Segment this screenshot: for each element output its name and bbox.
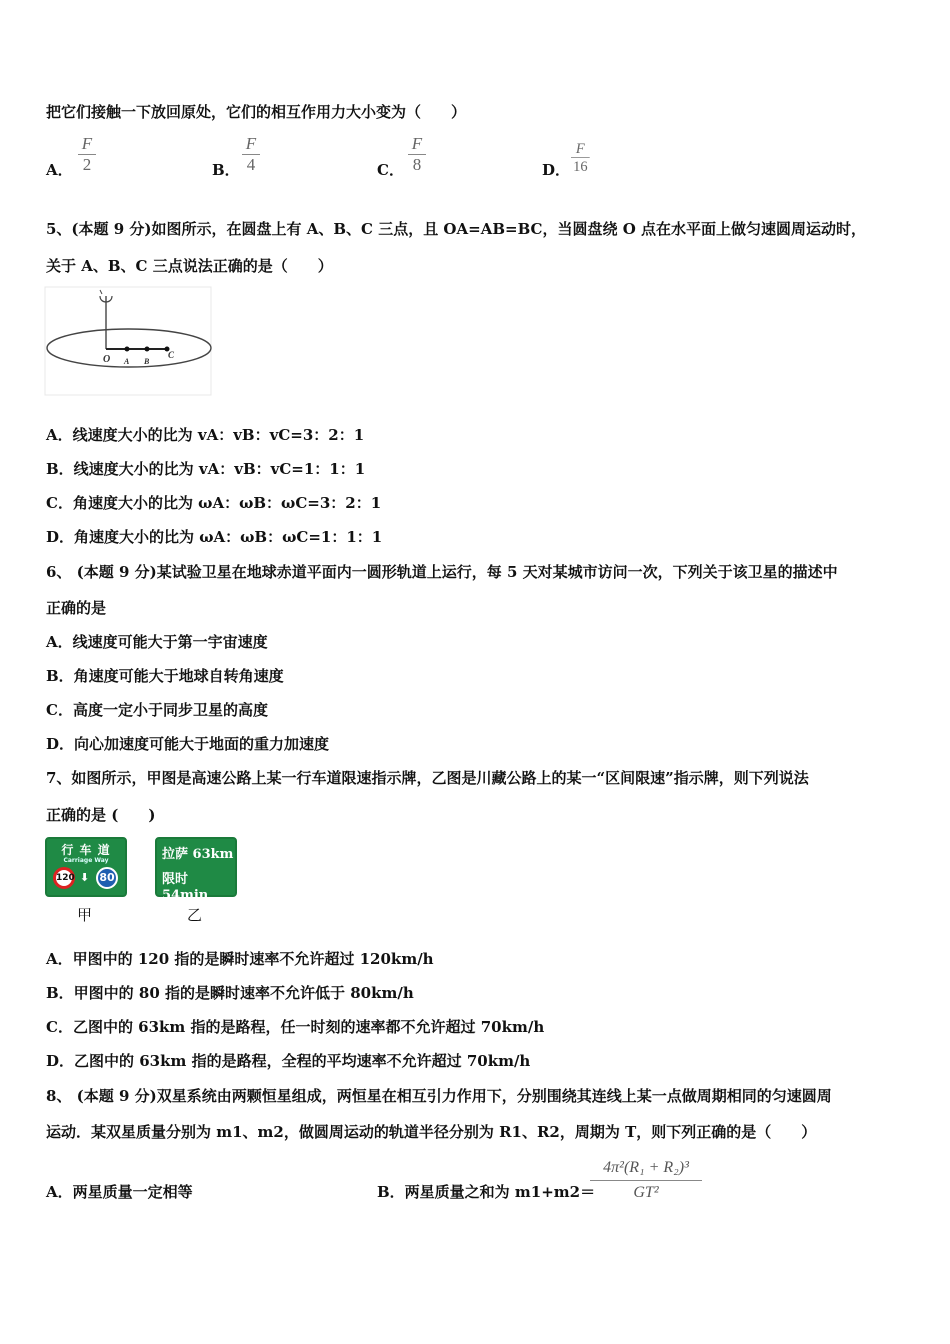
q5-stem-line2: 关于 A、B、C 三点说法正确的是（ ） bbox=[46, 257, 333, 275]
point-o-label: O bbox=[103, 354, 111, 365]
q5-option-d: D．角速度大小的比为 ωA：ωB：ωC=1：1：1 bbox=[46, 528, 383, 546]
q4-option-d-label: D． bbox=[542, 161, 571, 179]
q7-option-c: C．乙图中的 63km 指的是路程，任一时刻的速率都不允许超过 70km/h bbox=[46, 1018, 545, 1036]
sign-title: 行 车 道 bbox=[61, 843, 111, 857]
q7-option-b: B．甲图中的 80 指的是瞬时速率不允许低于 80km/h bbox=[46, 984, 414, 1002]
interval-limit-sign bbox=[155, 837, 237, 903]
fraction-numerator: F bbox=[411, 134, 423, 153]
destination-distance: 拉萨 63km bbox=[162, 847, 234, 862]
q5-disc-figure bbox=[44, 286, 214, 398]
point-b-label: B bbox=[144, 357, 150, 366]
q8-option-b-text: B．两星质量之和为 m1+m2＝ bbox=[377, 1183, 596, 1201]
q4-option-b-label: B． bbox=[212, 161, 240, 179]
q5-option-b: B．线速度大小的比为 vA：vB：vC=1：1：1 bbox=[46, 460, 366, 478]
q4-option-a-fraction bbox=[78, 135, 96, 174]
q7-stem-line2: 正确的是 ( ) bbox=[46, 806, 156, 824]
q6-option-b: B．角速度可能大于地球自转角速度 bbox=[46, 667, 284, 685]
q4-stem-tail: 把它们接触一下放回原处，它们的相互作用力大小变为（ ） bbox=[46, 103, 467, 121]
fraction-numerator: F bbox=[245, 134, 257, 153]
q6-stem-line2: 正确的是 bbox=[46, 599, 107, 617]
q8-stem-line1: 8、 (本题 9 分)双星系统由两颗恒星组成，两恒星在相互引力作用下，分别围绕其连线上某一点做周期相同的匀速圆周 bbox=[46, 1087, 832, 1105]
max-speed-badge: 120 bbox=[53, 867, 75, 889]
q6-option-c: C．高度一定小于同步卫星的高度 bbox=[46, 701, 268, 719]
sign-yi-caption: 乙 bbox=[187, 906, 203, 924]
q8-stem-line2: 运动．某双星质量分别为 m1、m2，做圆周运动的轨道半径分别为 R1、R2，周期为 T，则下列正确的是（ ） bbox=[46, 1123, 817, 1141]
q7-stem-line1: 7、如图所示，甲图是高速公路上某一行车道限速指示牌，乙图是川藏公路上的某一“区间限速”指示牌，则下列说法 bbox=[46, 769, 809, 787]
q4-option-c-fraction bbox=[408, 135, 426, 174]
sign-jia-caption: 甲 bbox=[77, 906, 93, 924]
q4-option-a-label: A． bbox=[46, 161, 73, 179]
q4-option-b-fraction bbox=[242, 135, 260, 174]
formula-numerator: 4π²(R₁ + R₂)³ bbox=[603, 1159, 689, 1176]
fraction-denominator: 8 bbox=[412, 155, 422, 174]
fraction-denominator: 2 bbox=[82, 155, 92, 174]
q4-option-c-label: C． bbox=[377, 161, 404, 179]
point-a-label: A bbox=[124, 357, 130, 366]
q5-stem-line1: 5、(本题 9 分)如图所示，在圆盘上有 A、B、C 三点，且 OA=AB=BC，当圆盘绕 O 点在水平面上做匀速圆周运动时， bbox=[46, 220, 867, 238]
min-speed-badge: 80 bbox=[96, 867, 118, 889]
time-limit: 限时 54min bbox=[162, 872, 209, 903]
point-c-label: C bbox=[168, 350, 175, 360]
q5-option-c: C．角速度大小的比为 ωA：ωB：ωC=3：2：1 bbox=[46, 494, 382, 512]
fraction-denominator: 16 bbox=[573, 158, 588, 175]
fraction-denominator: 4 bbox=[246, 155, 256, 174]
q7-option-d: D．乙图中的 63km 指的是路程，全程的平均速率不允许超过 70km/h bbox=[46, 1052, 531, 1070]
q6-stem-line1: 6、 (本题 9 分)某试验卫星在地球赤道平面内一圆形轨道上运行，每 5 天对某城市访问一次，下列关于该卫星的描述中 bbox=[46, 563, 838, 581]
q5-option-a: A．线速度大小的比为 vA：vB：vC=3：2：1 bbox=[46, 426, 365, 444]
q7-option-a: A．甲图中的 120 指的是瞬时速率不允许超过 120km/h bbox=[46, 950, 434, 968]
down-arrow-icon: ⬇ bbox=[80, 871, 90, 884]
q8-option-a: A．两星质量一定相等 bbox=[46, 1183, 193, 1201]
formula-denominator: GT² bbox=[633, 1184, 659, 1201]
fraction-numerator: F bbox=[81, 134, 93, 153]
fraction-numerator: F bbox=[575, 140, 585, 157]
sign-subtitle: Carriage Way bbox=[63, 857, 109, 864]
lane-speed-sign bbox=[45, 837, 127, 897]
q6-option-d: D．向心加速度可能大于地面的重力加速度 bbox=[46, 735, 330, 753]
q8-option-b-formula bbox=[590, 1158, 702, 1203]
q4-option-d-fraction bbox=[571, 141, 590, 174]
q6-option-a: A．线速度可能大于第一宇宙速度 bbox=[46, 633, 268, 651]
